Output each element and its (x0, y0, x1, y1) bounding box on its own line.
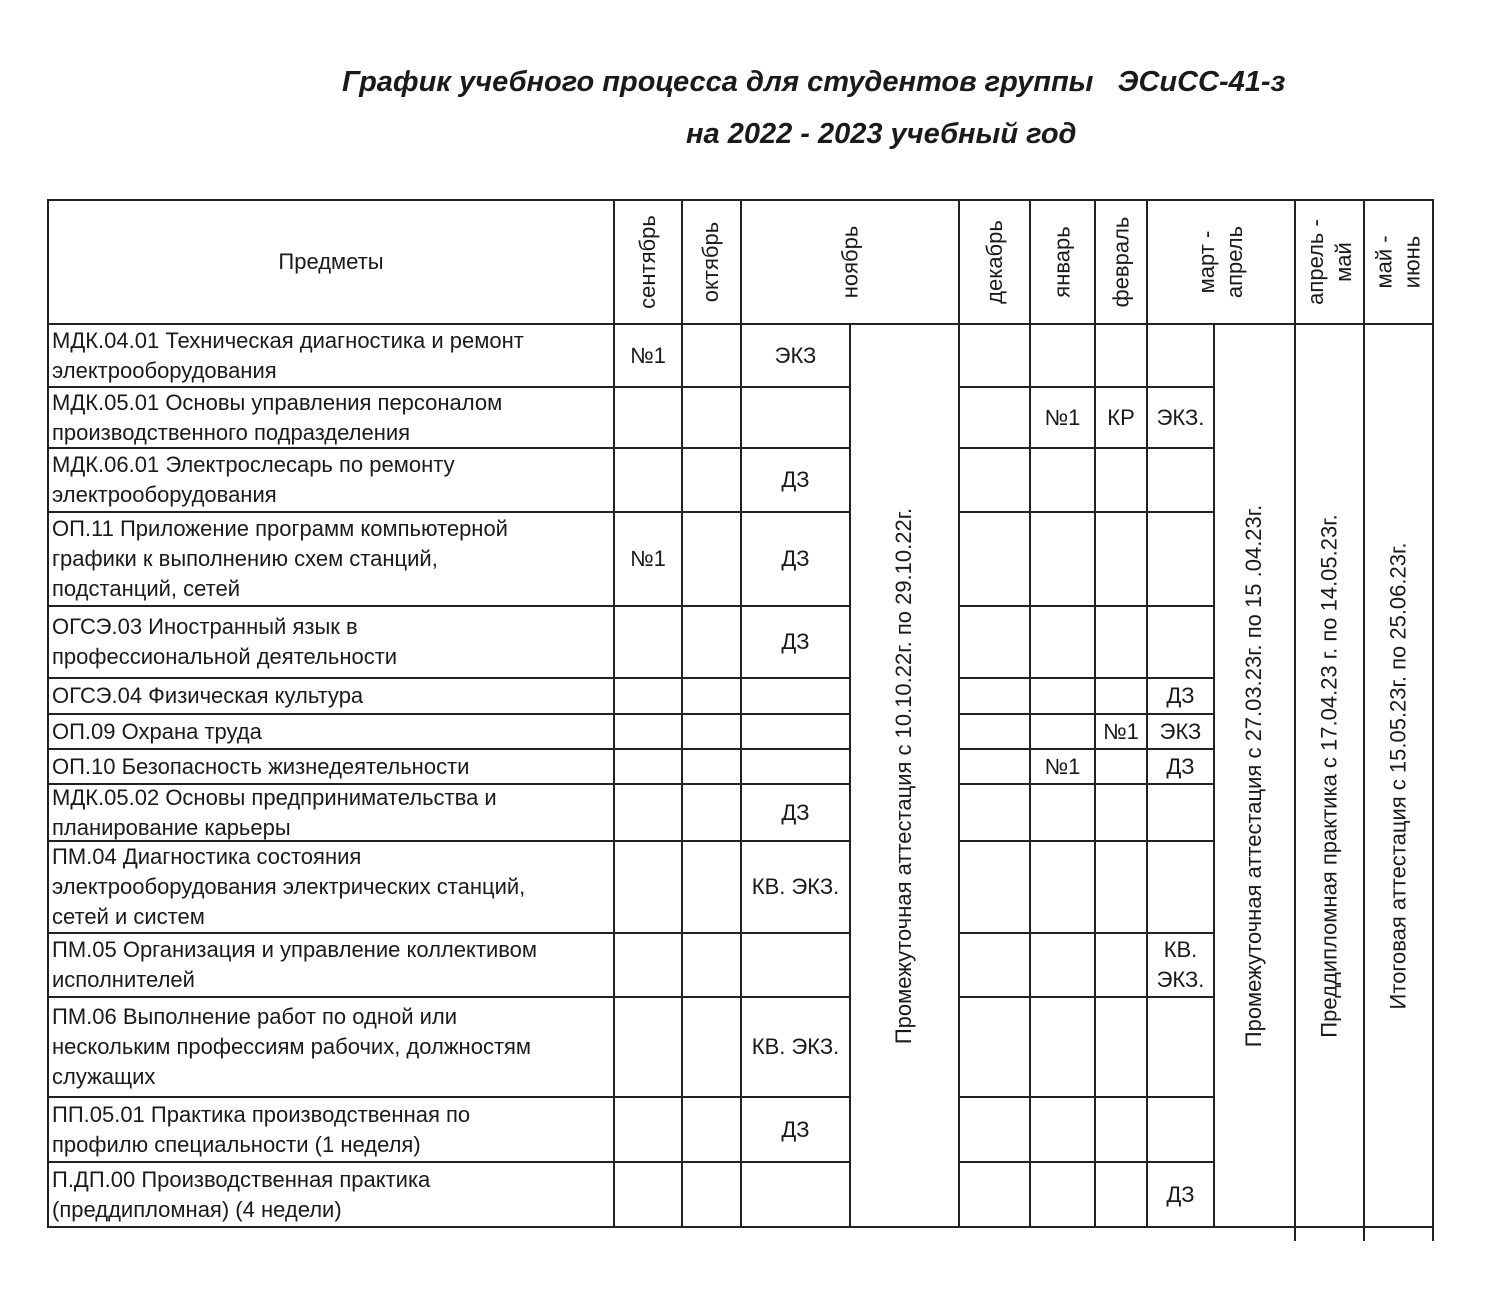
mark-mar: ЭКЗ. (1156, 404, 1205, 430)
mark-jan: №1 (1044, 753, 1081, 779)
header-label-sep-wrapper (614, 200, 682, 324)
subject-name: ОГСЭ.03 Иностранный язык в профессиональной деятельности (52, 614, 398, 669)
subject-name: ОГСЭ.04 Физическая культура (52, 683, 364, 708)
mark-dec (959, 1162, 1030, 1227)
header-label-feb-wrapper (1095, 200, 1147, 324)
mark-jan (1030, 606, 1095, 678)
mark-dec (959, 933, 1030, 997)
mark-jan (1030, 448, 1095, 512)
header-label-sep: сентябрь (635, 215, 661, 309)
document-title-line2: на 2022 - 2023 учебный год (686, 118, 1077, 150)
document-title-line1: График учебного процесса для студентов группы ЭСиСС-41-з (342, 66, 1286, 98)
mark-nov: ДЗ (781, 546, 810, 571)
mark-mar (1147, 324, 1214, 387)
mark-jan (1030, 324, 1095, 387)
mark-sep (614, 678, 682, 714)
mark-oct (682, 606, 741, 678)
header-label-oct-wrapper (682, 200, 741, 324)
mark-mar: КВ. ЭКЗ. (1156, 937, 1205, 992)
mark-mar (1147, 606, 1214, 678)
mark-jan (1030, 714, 1095, 749)
mark-nov: ДЗ (781, 1116, 810, 1142)
column-tail-line (1363, 1227, 1365, 1241)
subject-name: ПМ.05 Организация и управление коллективом исполнителей (52, 937, 538, 992)
mark-jan (1030, 678, 1095, 714)
column-tail-line (1432, 1227, 1434, 1241)
mark-sep (614, 1097, 682, 1162)
mark-dec (959, 387, 1030, 448)
period-nov-attestation-label: Промежуточная аттестация с 10.10.22г. по 29.10.22г. (891, 507, 917, 1044)
header-label-may_jun: май - июнь (1371, 235, 1425, 289)
subject-name: П.ДП.00 Производственная практика (преддипломная) (4 недели) (52, 1166, 431, 1222)
mark-feb (1095, 606, 1147, 678)
mark-dec (959, 512, 1030, 606)
mark-feb (1095, 678, 1147, 714)
mark-feb: КР (1107, 404, 1135, 430)
mark-sep: №1 (630, 546, 666, 571)
mark-dec (959, 749, 1030, 784)
mark-sep (614, 933, 682, 997)
subject-name: МДК.05.02 Основы предпринимательства и планирование карьеры (52, 784, 497, 840)
mark-jan (1030, 933, 1095, 997)
header-label-apr_may-wrapper (1295, 200, 1364, 324)
mark-nov: ДЗ (781, 799, 810, 825)
mark-dec (959, 997, 1030, 1097)
mark-oct (682, 749, 741, 784)
mark-mar (1147, 841, 1214, 933)
subject-name: МДК.04.01 Техническая диагностика и ремонт электрооборудования (52, 327, 524, 383)
period-prediploma-practice-label: Преддипломная практика с 17.04.23 г. по 14.05.23г. (1316, 513, 1342, 1038)
mark-mar: ДЗ (1166, 753, 1195, 779)
header-label-jan: январь (1049, 226, 1075, 298)
mark-dec (959, 324, 1030, 387)
subject-name: ПМ.06 Выполнение работ по одной или нескольким профессиям рабочих, должностям служащих (52, 1004, 532, 1089)
mark-oct (682, 448, 741, 512)
mark-nov (741, 387, 850, 448)
mark-feb (1095, 933, 1147, 997)
header-label-apr_may: апрель - май (1302, 219, 1356, 305)
mark-feb (1095, 997, 1147, 1097)
mark-oct (682, 997, 741, 1097)
mark-nov (741, 714, 850, 749)
subject-name: ПП.05.01 Практика производственная по профилю специальности (1 неделя) (52, 1101, 471, 1157)
subject-name: ОП.09 Охрана труда (52, 718, 262, 744)
header-label-mar_apr: март - апрель (1194, 225, 1247, 299)
mark-sep (614, 749, 682, 784)
header-label-nov: ноябрь (836, 225, 862, 299)
mark-jan (1030, 841, 1095, 933)
period-spring-attestation-label: Промежуточная аттестация с 27.03.23г. по 15 .04.23г. (1241, 504, 1267, 1047)
mark-mar (1147, 448, 1214, 512)
header-label-nov-wrapper (741, 200, 959, 324)
mark-oct (682, 1097, 741, 1162)
header-subjects-label: Предметы (278, 249, 384, 274)
header-label-dec-wrapper (959, 200, 1030, 324)
mark-nov: ЭКЗ (774, 342, 817, 368)
subject-name: ОП.10 Безопасность жизнедеятельности (52, 753, 470, 779)
subject-name: ОП.11 Приложение программ компьютерной графики к выполнению схем станций, подстанций, сетей (52, 516, 508, 601)
subject-name: МДК.06.01 Электрослесарь по ремонту электрооборудования (52, 452, 455, 507)
mark-sep (614, 841, 682, 933)
mark-oct (682, 512, 741, 606)
mark-oct (682, 784, 741, 841)
header-label-may_jun-wrapper (1364, 200, 1433, 324)
header-label-mar_apr-wrapper (1147, 200, 1295, 324)
mark-oct (682, 1162, 741, 1227)
mark-dec (959, 841, 1030, 933)
mark-dec (959, 784, 1030, 841)
mark-dec (959, 1097, 1030, 1162)
mark-feb (1095, 448, 1147, 512)
period-final-attestation-label-wrapper (1364, 324, 1433, 1227)
mark-nov (741, 933, 850, 997)
mark-dec (959, 606, 1030, 678)
mark-nov: КВ. ЭКЗ. (751, 874, 840, 899)
mark-feb: №1 (1103, 718, 1139, 744)
mark-feb (1095, 324, 1147, 387)
mark-feb (1095, 512, 1147, 606)
mark-oct (682, 678, 741, 714)
subject-name: ПМ.04 Диагностика состояния электрооборудования электрических станций, сетей и систем (52, 844, 526, 929)
mark-mar (1147, 997, 1214, 1097)
mark-oct (682, 714, 741, 749)
mark-nov: КВ. ЭКЗ. (751, 1034, 840, 1059)
mark-nov (741, 678, 850, 714)
mark-sep (614, 714, 682, 749)
mark-feb (1095, 784, 1147, 841)
header-label-oct: октябрь (698, 221, 724, 303)
header-label-jan-wrapper (1030, 200, 1095, 324)
mark-mar: ЭКЗ (1159, 718, 1202, 744)
mark-nov (741, 749, 850, 784)
mark-feb (1095, 1097, 1147, 1162)
mark-jan (1030, 512, 1095, 606)
mark-mar (1147, 784, 1214, 841)
mark-dec (959, 448, 1030, 512)
mark-mar (1147, 1097, 1214, 1162)
mark-jan (1030, 1162, 1095, 1227)
mark-dec (959, 714, 1030, 749)
mark-oct (682, 841, 741, 933)
period-nov-attestation-label-wrapper (850, 324, 959, 1227)
mark-sep (614, 997, 682, 1097)
mark-sep (614, 784, 682, 841)
period-final-attestation-label: Итоговая аттестация с 15.05.23г. по 25.06.23г. (1385, 542, 1411, 1009)
subject-name: МДК.05.01 Основы управления персоналом производственного подразделения (52, 389, 503, 445)
mark-jan (1030, 1097, 1095, 1162)
header-label-dec: декабрь (981, 220, 1007, 304)
mark-mar: ДЗ (1166, 1181, 1195, 1207)
mark-mar: ДЗ (1166, 683, 1195, 708)
mark-sep (614, 1162, 682, 1227)
mark-sep: №1 (630, 342, 666, 368)
mark-dec (959, 678, 1030, 714)
mark-nov: ДЗ (781, 467, 810, 492)
mark-oct (682, 324, 741, 387)
mark-feb (1095, 841, 1147, 933)
period-spring-attestation-label-wrapper (1214, 324, 1295, 1227)
column-tail-line (1294, 1227, 1296, 1241)
mark-nov (741, 1162, 850, 1227)
mark-jan (1030, 997, 1095, 1097)
mark-feb (1095, 1162, 1147, 1227)
mark-nov: ДЗ (781, 629, 810, 654)
mark-sep (614, 606, 682, 678)
mark-jan (1030, 784, 1095, 841)
header-label-feb: февраль (1108, 216, 1134, 308)
mark-feb (1095, 749, 1147, 784)
period-prediploma-practice-label-wrapper (1295, 324, 1364, 1227)
mark-mar (1147, 512, 1214, 606)
mark-sep (614, 448, 682, 512)
mark-sep (614, 387, 682, 448)
mark-jan: №1 (1044, 404, 1081, 430)
mark-oct (682, 933, 741, 997)
mark-oct (682, 387, 741, 448)
